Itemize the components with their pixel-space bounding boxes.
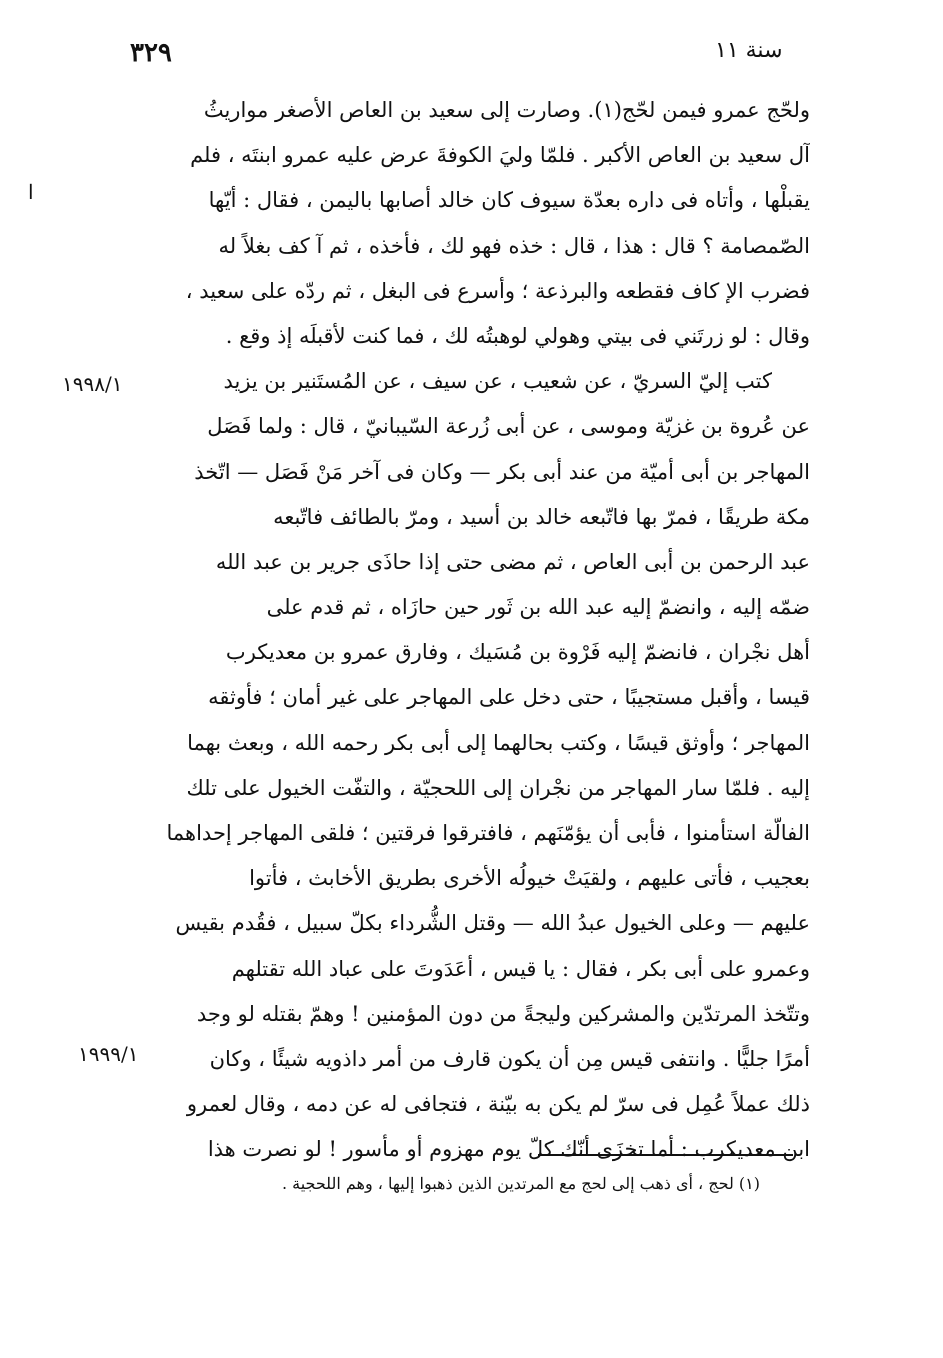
text-line: عن عُروة بن غزيّة وموسى ، عن أبى زُرعة السّيبانيّ ، قال : ولما فَصَل — [207, 414, 810, 439]
text-line: أهل نجْران ، فانضمّ إليه فَرْوة بن مُسَيك ، وفارق عمرو بن معديكرب — [225, 640, 810, 665]
text-line: آل سعيد بن العاص الأكبر . فلمّا وليَ الكوفةَ عرض عليه عمرو ابنتَه ، فلم — [190, 143, 810, 168]
text-line: الفالّة استأمنوا ، فأبى أن يؤمّنَهم ، فافترقوا فرقتين ؛ فلقى المهاجر إحداهما — [166, 821, 810, 845]
text-line: وعمرو على أبى بكر ، فقال : يا قيس ، أعَدَوتَ على عباد الله تقتلهم — [231, 956, 810, 981]
text-line: ذلك عملاً عُمِل فى سرّ لم يكن به بيّنة ، فتجافى له عن دمه ، وقال لعمرو — [186, 1092, 810, 1117]
footnote: (١) لحج ، أى ذهب إلى لحج مع المرتدين الذين ذهبوا إليها ، وهم اللحجية . — [281, 1174, 760, 1193]
running-header-year: سنة ١١ — [715, 38, 783, 63]
text-line: ابن معديكرب : أما تخزَى أنّك كلّ يوم مهزوم أو مأسور ! لو نصرت هذا — [207, 1137, 810, 1162]
text-line: الصّمصامة ؟ قال : هذا ، قال : خذه فهو لك ، فأخذه ، ثم آ كف بغلاً له — [218, 233, 810, 258]
margin-mark: ا — [28, 180, 34, 204]
text-line: ضمّه إليه ، وانضمّ إليه عبد الله بن ثَور حين حازَاه ، ثم قدم على — [266, 595, 810, 620]
margin-reference-2: ١٩٩٩/١ — [78, 1042, 139, 1066]
text-line: وقال : لو زرتَني فى بيتي وهولي لوهبتُه لك ، فما كنت لأقبلَه إذ وقع . — [225, 323, 810, 348]
footnote-divider — [538, 1154, 793, 1156]
text-line: ولحّج عمرو فيمن لحّج(١). وصارت إلى سعيد بن العاص الأصغر مواريثُ — [203, 98, 810, 122]
text-line: قيسا ، وأقبل مستجيبًا ، حتى دخل على المهاجر على غير أمان ؛ فأوثقه — [208, 685, 810, 710]
page-number: ٣٢٩ — [130, 38, 172, 68]
text-line: فضرب الإ كاف فقطعه والبرذعة ؛ وأسرع فى البغل ، ثم ردّه على سعيد ، — [185, 278, 810, 303]
text-line: وتتّخذ المرتدّين والمشركين وليجةً من دون المؤمنين ! وهمّ بقتله لو وجد — [196, 1001, 810, 1026]
margin-reference-1: ١٩٩٨/١ — [62, 372, 123, 396]
text-line: بعجيب ، فأتى عليهم ، ولقيَتْ خيولُه الأخرى بطريق الأخابث ، فأتوا — [249, 866, 810, 891]
text-line: يقبلْها ، وأتاه فى داره بعدّة سيوف كان خالد أصابها باليمن ، فقال : أيّها — [208, 188, 810, 213]
body-text — [110, 88, 810, 1173]
text-line: إليه . فلمّا سار المهاجر من نجْران إلى اللحجيّة ، والتفّت الخيول على تلك — [186, 775, 810, 800]
text-line: المهاجر ؛ وأوثق قيسًا ، وكتب بحالهما إلى أبى بكر رحمه الله ، وبعث بهما — [187, 730, 810, 755]
text-line: عبد الرحمن بن أبى العاص ، ثم مضى حتى إذا حاذَى جرير بن عبد الله — [215, 549, 810, 574]
text-line: عليهم — وعلى الخيول عبدُ الله — وقتل الشُّرداء بكلّ سبيل ، فقُدم بقيس — [175, 911, 810, 936]
text-line: أمرًا جليًّا . وانتفى قيس مِن أن يكون قارف من أمر داذويه شيئًا ، وكان — [209, 1046, 810, 1071]
text-line: المهاجر بن أبى أميّة من عند أبى بكر — وكان فى آخر مَنْ فَصَل — اتّخذ — [194, 459, 810, 484]
text-line: كتب إليّ السريّ ، عن شعيب ، عن سيف ، عن المُستَنير بن يزيد — [223, 369, 772, 394]
text-line: مكة طريقًا ، فمرّ بها فاتّبعه خالد بن أسيد ، ومرّ بالطائف فاتّبعه — [273, 504, 810, 529]
